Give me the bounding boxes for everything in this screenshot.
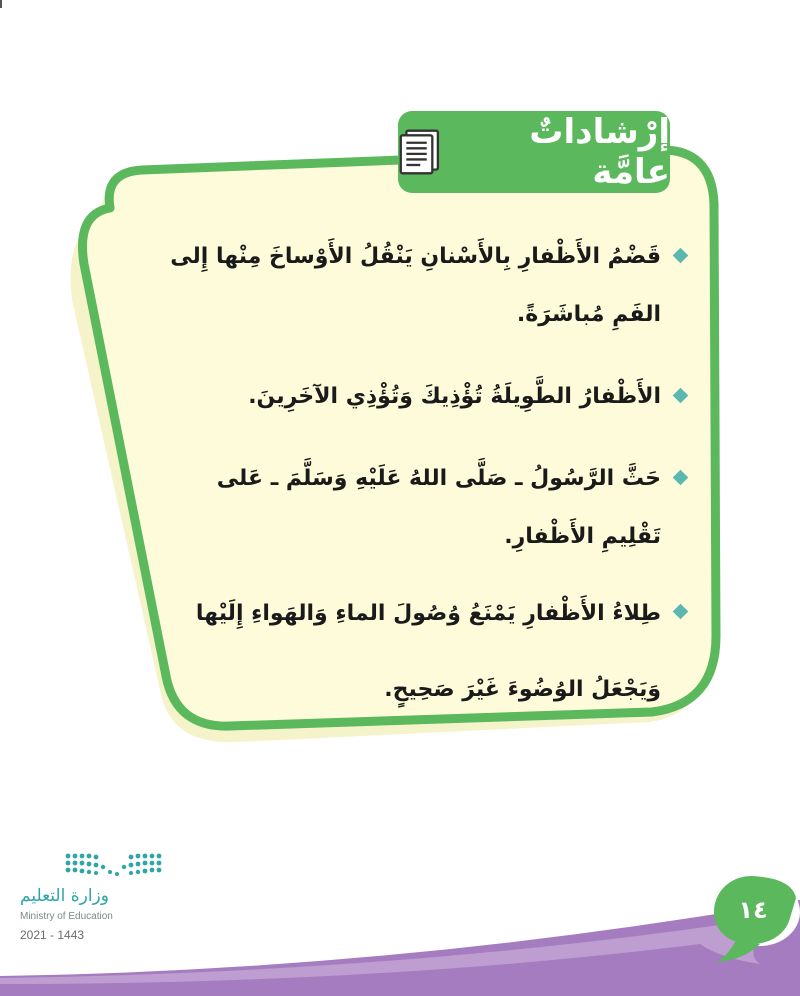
ministry-name-english: Ministry of Education xyxy=(20,911,113,922)
section-title: إرْشاداتٌ عامَّة xyxy=(529,112,670,192)
edition-year: 2021 - 1443 xyxy=(20,928,85,942)
diamond-bullet-icon xyxy=(673,248,689,264)
guideline-item xyxy=(150,450,690,566)
guideline-item xyxy=(150,576,690,728)
page-number: ١٤ xyxy=(738,896,768,924)
guideline-text: قَضْمُ الأَظْفارِ بِالأَسْنانِ يَنْقُلُ الأَوْساخَ مِنْها إِلى الفَمِ مُباشَرَةً. xyxy=(170,244,661,327)
diamond-bullet-icon xyxy=(673,604,689,620)
guideline-text: الأَظْفارُ الطَّوِيلَةُ تُؤْذِيكَ وَتُؤْذِي الآخَرِينَ. xyxy=(248,384,661,409)
guideline-text: حَثَّ الرَّسُولُ ـ صَلَّى اللهُ عَلَيْهِ وَسَلَّمَ ـ عَلى تَقْلِيمِ الأَظْفارِ. xyxy=(216,466,661,549)
section-header-tab xyxy=(398,111,670,193)
diamond-bullet-icon xyxy=(673,470,689,486)
footer-band xyxy=(0,860,800,996)
guideline-item xyxy=(150,228,690,344)
guideline-item xyxy=(150,368,690,426)
ministry-name-arabic: وزارة التعليم xyxy=(20,886,109,906)
diamond-bullet-icon xyxy=(673,388,689,404)
guideline-text: طِلاءُ الأَظْفارِ يَمْنَعُ وُصُولَ الماءِ وَالهَواءِ إِلَيْها وَيَجْعَلُ الوُضُوءَ غَيْرَ صَحِيحٍ. xyxy=(195,601,661,702)
document-lines-icon xyxy=(398,127,443,177)
guidelines-list xyxy=(150,228,690,728)
